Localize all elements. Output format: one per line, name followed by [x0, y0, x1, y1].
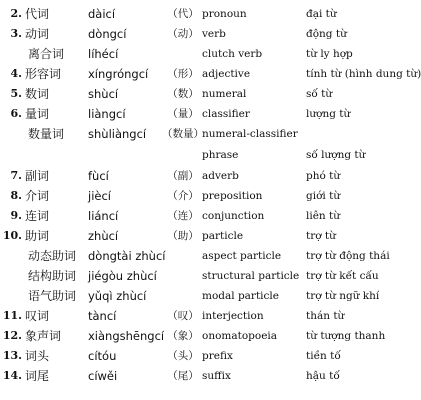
vietnamese-term: từ tượng thanh [306, 330, 386, 342]
table-row [0, 166, 400, 186]
abbreviation: （连） [167, 210, 199, 222]
abbreviation: （象） [167, 330, 199, 342]
vietnamese-term: tính từ (hình dung từ) [306, 68, 421, 80]
table-row [0, 124, 400, 144]
table-row [0, 44, 400, 64]
pinyin: líhécí [88, 47, 119, 61]
chinese-term: 形容词 [25, 67, 62, 81]
english-term: preposition [202, 190, 263, 202]
table-row [0, 286, 400, 306]
english-term: numeral [202, 88, 247, 100]
english-term: conjunction [202, 210, 265, 222]
chinese-term: 象声词 [25, 329, 62, 343]
pinyin: zhùcí [88, 229, 119, 243]
pinyin: tàncí [88, 309, 117, 323]
vietnamese-term: trợ từ kết cấu [306, 270, 379, 282]
pinyin: dòngtài zhùcí [88, 249, 166, 263]
table-row [0, 4, 400, 24]
pinyin: shùcí [88, 87, 119, 101]
table-row [0, 226, 400, 246]
item-number: 5. [10, 87, 22, 100]
table-row [0, 24, 400, 44]
pinyin: xíngróngcí [88, 67, 149, 81]
pinyin: liáncí [88, 209, 119, 223]
vietnamese-term: trợ từ ngữ khí [306, 290, 380, 302]
item-number: 7. [10, 169, 22, 182]
chinese-term: 词尾 [25, 369, 50, 383]
item-number: 10. [2, 229, 22, 242]
vietnamese-term: đại từ [306, 8, 337, 20]
vietnamese-term: hậu tố [306, 370, 340, 382]
vietnamese-term: số từ [306, 88, 333, 100]
english-term: interjection [202, 310, 264, 322]
chinese-term: 动态助词 [28, 249, 77, 263]
chinese-term: 介词 [25, 189, 50, 203]
chinese-term: 结构助词 [28, 269, 77, 283]
item-number: 13. [2, 349, 22, 362]
table-row [0, 206, 400, 226]
english-term: aspect particle [202, 250, 282, 262]
pinyin: jiégòu zhùcí [88, 269, 157, 283]
vietnamese-term: trợ từ động thái [306, 250, 390, 262]
item-number: 12. [2, 329, 22, 342]
item-number: 3. [10, 27, 22, 40]
english-term: structural particle [202, 270, 300, 282]
chinese-term: 数量词 [28, 127, 65, 141]
vietnamese-term: liên từ [306, 210, 341, 222]
english-term: numeral-classifier [202, 128, 298, 140]
english-term: suffix [202, 370, 231, 382]
item-number: 8. [10, 189, 22, 202]
abbreviation: （代） [167, 8, 199, 20]
abbreviation: （数） [167, 88, 199, 100]
pinyin: fùcí [88, 169, 109, 183]
vietnamese-term: động từ [306, 28, 347, 40]
english-term: adjective [202, 68, 251, 80]
pinyin: xiàngshēngcí [88, 329, 165, 343]
chinese-term: 离合词 [28, 47, 65, 61]
chinese-term: 助词 [25, 229, 50, 243]
pinyin: yǔqì zhùcí [88, 289, 147, 303]
item-number: 6. [10, 107, 22, 120]
table-row [0, 326, 400, 346]
english-term: classifier [202, 108, 250, 120]
abbreviation: （助） [167, 230, 199, 242]
vietnamese-term: từ ly hợp [306, 48, 353, 60]
abbreviation: （形） [167, 68, 199, 80]
chinese-term: 语气助词 [28, 289, 77, 303]
english-term: prefix [202, 350, 233, 362]
english-term: verb [202, 28, 226, 40]
item-number: 4. [10, 67, 22, 80]
table-row [0, 104, 400, 124]
english-term: onomatopoeia [202, 330, 278, 342]
chinese-term: 副词 [25, 169, 50, 183]
abbreviation: （尾） [167, 370, 199, 382]
pinyin: cíwěi [88, 369, 118, 383]
chinese-term: 动词 [25, 27, 50, 41]
english-term: modal particle [202, 290, 279, 302]
table-row [0, 306, 400, 326]
table-row [0, 64, 421, 84]
table-row [0, 346, 400, 366]
vietnamese-term: số lượng từ [306, 149, 366, 161]
abbreviation: （头） [167, 350, 199, 362]
table-row [0, 84, 400, 104]
chinese-term: 代词 [25, 7, 50, 21]
abbreviation: （动） [167, 28, 199, 40]
table-row [0, 366, 400, 386]
chinese-term: 数词 [25, 87, 50, 101]
vietnamese-term: trợ từ [306, 230, 336, 242]
abbreviation: （副） [167, 170, 199, 182]
pinyin: dàicí [88, 7, 116, 21]
pinyin: jiècí [88, 189, 111, 203]
english-term: phrase [202, 149, 239, 161]
abbreviation: （叹） [167, 310, 199, 322]
vietnamese-term: lượng từ [306, 108, 351, 120]
item-number: 2. [10, 7, 22, 20]
english-term: adverb [202, 170, 239, 182]
pinyin: shùliàngcí [88, 127, 147, 141]
table-row [0, 145, 400, 165]
item-number: 14. [2, 369, 22, 382]
vietnamese-term: phó từ [306, 170, 341, 182]
english-term: particle [202, 230, 244, 242]
vietnamese-term: thán từ [306, 310, 345, 322]
table-row [0, 266, 400, 286]
abbreviation: （数量） [162, 128, 204, 140]
pinyin: dòngcí [88, 27, 127, 41]
chinese-term: 量词 [25, 107, 50, 121]
chinese-term: 连词 [25, 209, 50, 223]
vietnamese-term: giới từ [306, 190, 341, 202]
table-row [0, 186, 400, 206]
english-term: clutch verb [202, 48, 263, 60]
table-row [0, 246, 400, 266]
english-term: pronoun [202, 8, 247, 20]
abbreviation: （介） [167, 190, 199, 202]
pinyin: cítóu [88, 349, 117, 363]
item-number: 11. [2, 309, 22, 322]
chinese-term: 词头 [25, 349, 50, 363]
vietnamese-term: tiền tố [306, 350, 341, 362]
chinese-term: 叹词 [25, 309, 50, 323]
pinyin: liàngcí [88, 107, 126, 121]
item-number: 9. [10, 209, 22, 222]
abbreviation: （量） [167, 108, 199, 120]
